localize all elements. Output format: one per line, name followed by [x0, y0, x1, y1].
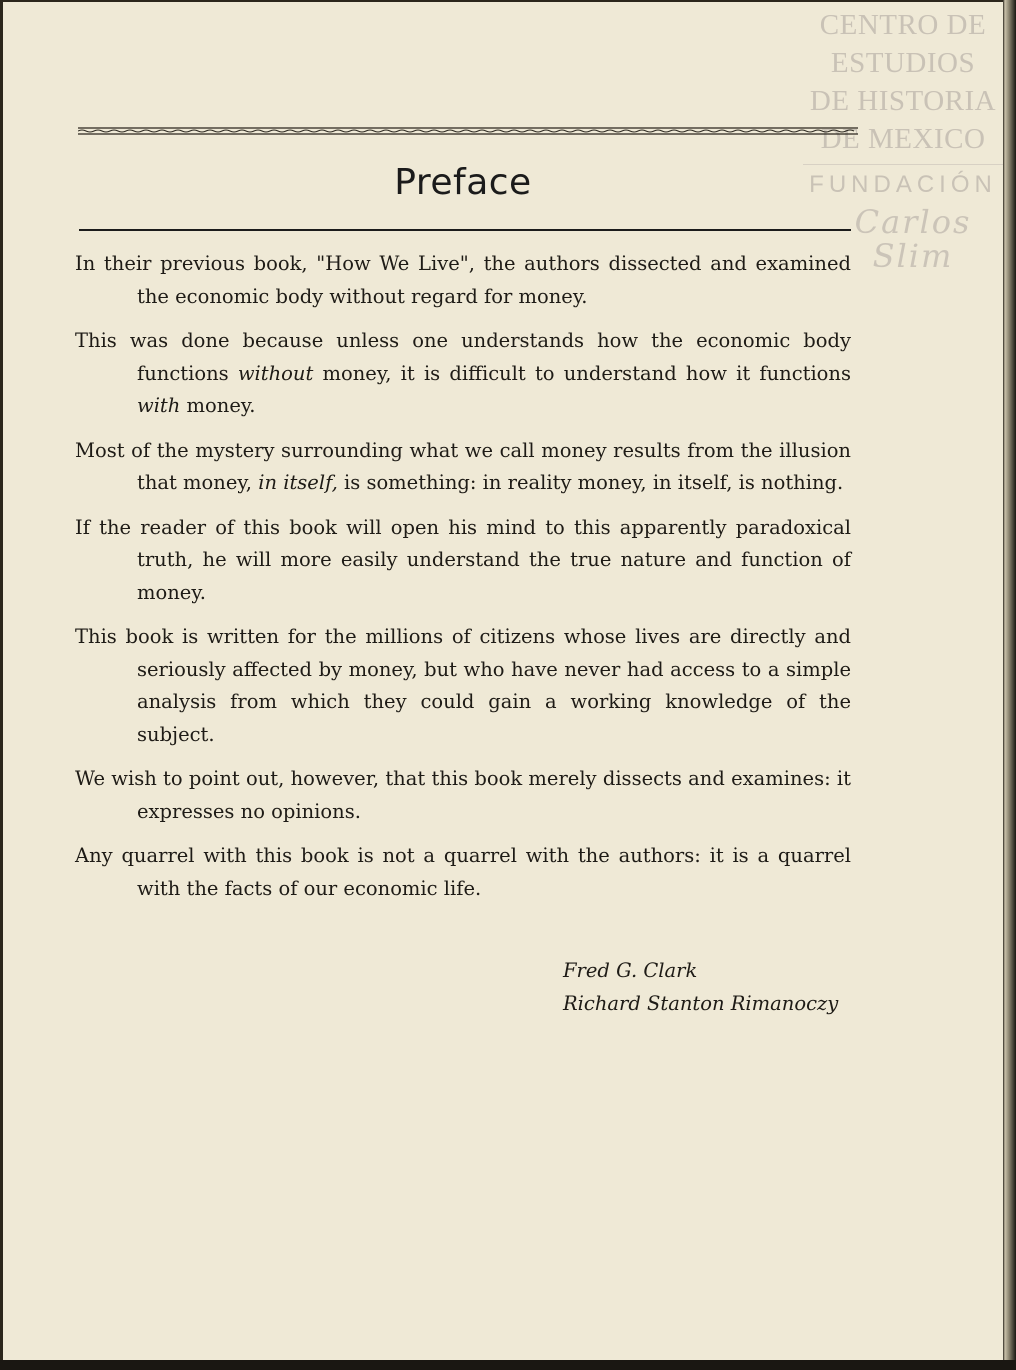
page-edge-bottom	[0, 1360, 1016, 1370]
page-title: Preface	[394, 162, 532, 203]
page-edge-right	[1003, 0, 1016, 1370]
watermark-line: DE MEXICO	[820, 123, 986, 155]
emphasis-text: with	[137, 394, 181, 417]
paragraph-text: is something: in reality money, in itself, is nothing.	[337, 471, 844, 494]
author-name: Richard Stanton Rimanoczy	[563, 992, 839, 1015]
author-name: Fred G. Clark	[563, 959, 698, 982]
paragraph-text: This was done because unless one understands how the economic body functions	[75, 329, 851, 385]
preface-body	[75, 248, 851, 917]
watermark-line: ESTUDIOS	[830, 47, 976, 79]
paragraph-text: money, it is difficult to understand how it functions	[313, 361, 851, 385]
author-signatures	[563, 954, 863, 1020]
paragraph: We wish to point out, however, that this book merely dissects and examines: it expresses no opinions.	[75, 767, 851, 823]
paragraph: In their previous book, "How We Live", the authors dissected and examined the economic body without regard for money.	[75, 252, 851, 308]
watermark-signature: Carlos Slim	[854, 203, 972, 275]
paragraph: If the reader of this book will open his mind to this apparently paradoxical truth, he will more easily understand the true nature and function of money.	[75, 515, 851, 604]
paragraph	[75, 325, 851, 423]
title-underline	[79, 229, 851, 231]
emphasis-text: in itself,	[258, 471, 338, 494]
watermark-foundation: FUNDACIÓN	[803, 164, 1003, 205]
emphasis-text: without	[237, 361, 314, 385]
paragraph	[75, 435, 851, 500]
paragraph: Any quarrel with this book is not a quarrel with the authors: it is a quarrel with the facts of our economic life.	[75, 844, 851, 900]
paragraph-text: money.	[180, 394, 256, 417]
paragraph-text: Most of the mystery surrounding what we call money results from the illusion that money,	[75, 438, 851, 494]
decorative-top-rule	[78, 126, 858, 136]
watermark-line: CENTRO DE	[819, 9, 987, 41]
watermark-line: DE HISTORIA	[809, 85, 997, 117]
archive-watermark	[803, 6, 1003, 273]
paragraph: This book is written for the millions of citizens whose lives are directly and seriously affected by money, but who have never had access to a simple analysis from which they could gain a working knowledge of the subject.	[75, 625, 851, 746]
